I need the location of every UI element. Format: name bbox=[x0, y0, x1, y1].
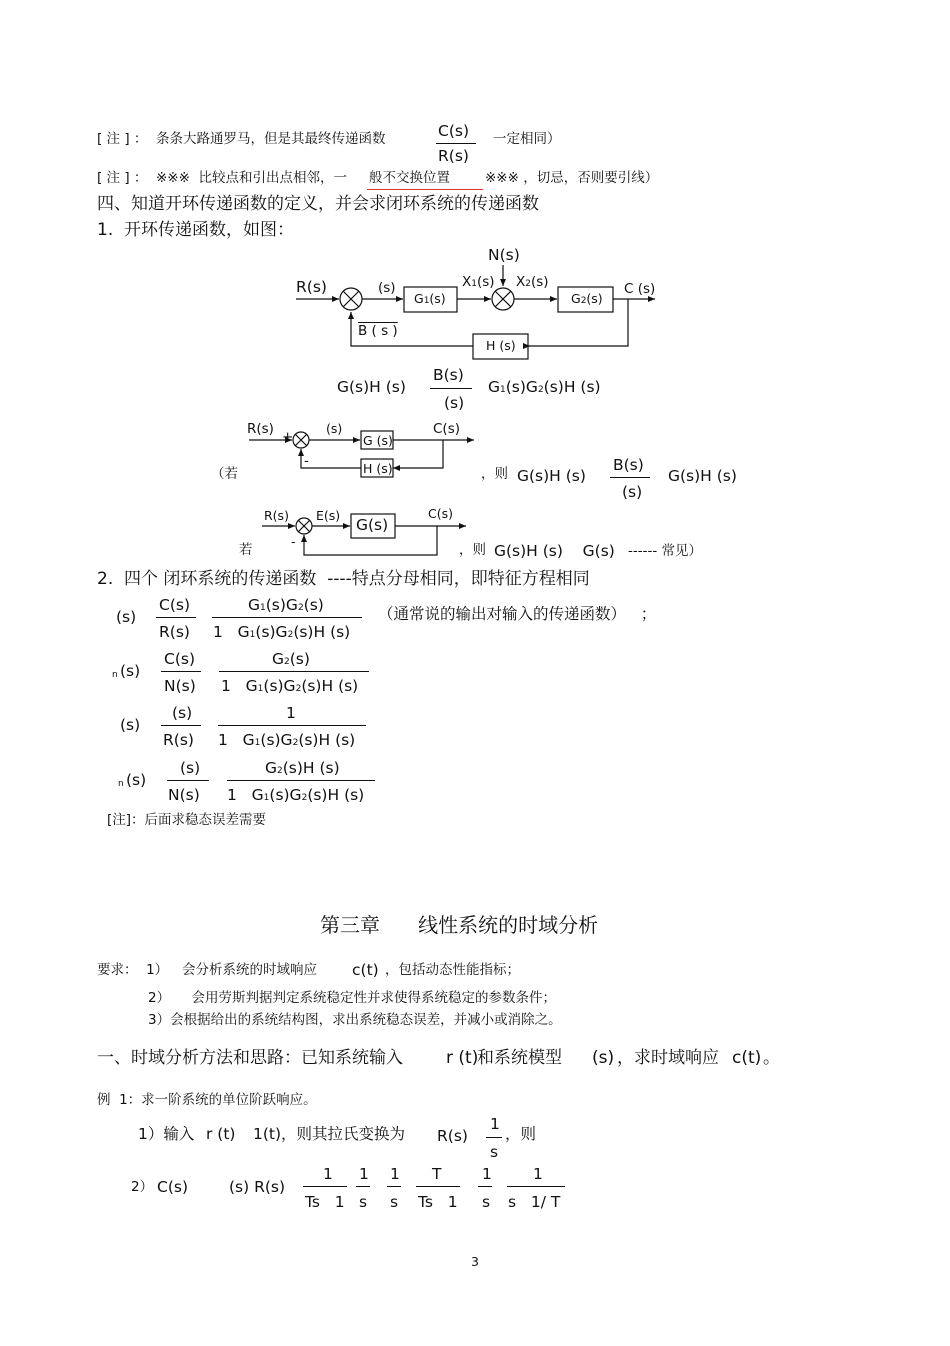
note2-emphasis: 般不交换位置 bbox=[369, 170, 450, 186]
d3-eq: G(s)H (s) G(s) bbox=[494, 542, 615, 560]
cl4-bar2 bbox=[227, 780, 375, 781]
cl2-lhs: (s) bbox=[120, 662, 141, 680]
d3-R-label: R(s) bbox=[264, 508, 289, 523]
d3-tail: ------ 常见） bbox=[628, 543, 703, 559]
section1-c: 和系统模型 bbox=[477, 1048, 562, 1068]
d1-err-label: (s) bbox=[378, 280, 396, 296]
req-r1a: 会分析系统的时域响应 bbox=[182, 962, 317, 978]
ex1-f2-bar bbox=[356, 1186, 370, 1187]
note3: [注]：后面求稳态误差需要 bbox=[107, 812, 267, 828]
d2-H-label: H (s) bbox=[363, 461, 393, 476]
d2-R-label: R(s) bbox=[247, 421, 274, 437]
req-r3: 3）会根据给出的系统结构图，求出系统稳态误差，并减小或消除之。 bbox=[148, 1012, 562, 1028]
d2-eq-den: (s) bbox=[622, 483, 643, 501]
req-r1b: c(t) bbox=[352, 961, 379, 979]
cl4-den1: N(s) bbox=[168, 786, 200, 804]
ex1-s1b: r (t) bbox=[206, 1125, 236, 1143]
section4-title: 四、知道开环传递函数的定义，并会求闭环系统的传递函数 bbox=[97, 194, 539, 214]
d1-G2-label: G2(s) bbox=[571, 291, 603, 306]
item1-title: 1. 开环传递函数，如图： bbox=[97, 220, 295, 240]
d3-minus: - bbox=[291, 534, 296, 549]
section1-f: c(t) bbox=[732, 1048, 762, 1068]
note1-suffix: 一定相同） bbox=[493, 131, 561, 147]
d2-plus: + bbox=[282, 429, 294, 445]
ex1-f4-bar bbox=[416, 1186, 460, 1187]
ex1-f3-den: s bbox=[390, 1193, 399, 1211]
ex1-s1num: 1 bbox=[490, 1115, 500, 1133]
ex1-f2-den: s bbox=[359, 1193, 368, 1211]
req-r1c: ，包括动态性能指标； bbox=[385, 962, 520, 978]
d1-H-label: H (s) bbox=[486, 338, 516, 353]
ex1-s1f: ，则 bbox=[505, 1125, 537, 1143]
ex1-f4-den: Ts 1 bbox=[418, 1193, 458, 1211]
note2-prefix: [ 注 ] ： ※※※ 比较点和引出点相邻，一 bbox=[97, 170, 348, 186]
ex1-f5-bar bbox=[478, 1186, 492, 1187]
cl2-num2: G2(s) bbox=[272, 650, 310, 668]
d3-E-label: E(s) bbox=[316, 508, 341, 523]
ex1-f2-num: 1 bbox=[359, 1165, 369, 1183]
section1-b: r (t) bbox=[446, 1048, 479, 1068]
d2-err-label: (s) bbox=[326, 421, 343, 436]
d2-G-label: G (s) bbox=[363, 433, 393, 448]
d1-B-label: B ( s ) bbox=[358, 323, 398, 339]
section1-e: ，求时域响应 bbox=[617, 1048, 719, 1068]
note2-suffix: ※※※ ，切忌，否则要引线） bbox=[485, 170, 659, 186]
cl4-num2: G2(s)H (s) bbox=[265, 759, 340, 777]
ex1-f6-bar bbox=[507, 1186, 565, 1187]
ex1-s2c: (s) R(s) bbox=[229, 1178, 286, 1196]
d2-eq-num: B(s) bbox=[613, 456, 644, 474]
d1-G1-label: G1(s) bbox=[414, 291, 446, 306]
eq-open-num: B(s) bbox=[433, 366, 464, 384]
d3-C-label: C(s) bbox=[428, 506, 453, 521]
cl3-bar1 bbox=[161, 725, 201, 726]
cl4-lhs-sub: n bbox=[118, 779, 124, 789]
d1-X1-label: X1(s) bbox=[462, 274, 495, 290]
eq-open-rhs: G1(s)G2(s)H (s) bbox=[488, 378, 601, 396]
ex1-f3-num: 1 bbox=[390, 1165, 400, 1183]
cl1-bar2 bbox=[212, 617, 362, 618]
ex1-s1e: R(s) bbox=[437, 1127, 468, 1145]
ex1-s1d: ，则其拉氏变换为 bbox=[281, 1125, 406, 1143]
cl3-den1: R(s) bbox=[163, 731, 194, 749]
ex1-f3-bar bbox=[387, 1186, 401, 1187]
cl1-den2: 1 G1(s)G2(s)H (s) bbox=[213, 623, 351, 641]
cl3-lhs: (s) bbox=[120, 716, 141, 734]
cl3-num1: (s) bbox=[172, 704, 193, 722]
d3-then: ，则 bbox=[459, 542, 486, 558]
d2-minus: - bbox=[304, 453, 309, 469]
ex1-s1bar bbox=[486, 1137, 502, 1138]
d1-N-label: N(s) bbox=[488, 246, 520, 264]
cl2-den2: 1 G1(s)G2(s)H (s) bbox=[221, 677, 359, 695]
d1-R-label: R(s) bbox=[296, 278, 327, 296]
item2-title: 2. 四个 闭环系统的传递函数 ----特点分母相同，即特征方程相同 bbox=[97, 569, 590, 589]
d2-prefix: （若 bbox=[211, 466, 238, 482]
ex1-s2a: 2） bbox=[131, 1179, 154, 1195]
cl1-num1: C(s) bbox=[159, 596, 190, 614]
d3-G-label: G(s) bbox=[356, 516, 389, 534]
section1-a: 一、时域分析方法和思路：已知系统输入 bbox=[97, 1048, 403, 1068]
cl1-den1: R(s) bbox=[159, 623, 190, 641]
ex1-f6-den: s 1/ T bbox=[508, 1193, 561, 1211]
d1-X2-label: X2(s) bbox=[516, 274, 549, 290]
cl2-den1: N(s) bbox=[164, 677, 196, 695]
cl3-bar2 bbox=[218, 725, 366, 726]
ex1-f6-num: 1 bbox=[533, 1165, 543, 1183]
page-number: 3 bbox=[471, 1254, 479, 1269]
d2-then: ，则 bbox=[481, 466, 508, 482]
d3-prefix: 若 bbox=[239, 542, 253, 558]
ex1-f5-num: 1 bbox=[482, 1165, 492, 1183]
ex1-f1-bar bbox=[303, 1186, 347, 1187]
cl3-den2: 1 G1(s)G2(s)H (s) bbox=[218, 731, 356, 749]
note1-frac-den: R(s) bbox=[438, 147, 469, 165]
cl1-lhs: (s) bbox=[116, 608, 137, 626]
section1-d: (s) bbox=[592, 1048, 615, 1068]
cl4-den2: 1 G1(s)G2(s)H (s) bbox=[227, 786, 365, 804]
chapter3-title: 第三章 线性系统的时域分析 bbox=[320, 913, 599, 937]
d2-C-label: C(s) bbox=[433, 421, 460, 437]
cl4-lhs: (s) bbox=[126, 771, 147, 789]
ex1-s1a: 1）输入 bbox=[138, 1125, 195, 1143]
ex1-f5-den: s bbox=[482, 1193, 491, 1211]
section1-g: 。 bbox=[763, 1048, 780, 1068]
cl2-num1: C(s) bbox=[164, 650, 195, 668]
cl4-num1: (s) bbox=[180, 759, 201, 777]
cl1-num2: G1(s)G2(s) bbox=[248, 596, 324, 614]
note1-frac-num: C(s) bbox=[438, 122, 469, 140]
cl3-num2: 1 bbox=[286, 704, 296, 722]
cl4-bar1 bbox=[167, 780, 209, 781]
d1-C-label: C (s) bbox=[624, 281, 656, 297]
req-r2: 2） 会用劳斯判据判定系统稳定性并求使得系统稳定的参数条件； bbox=[148, 990, 557, 1006]
cl1-comment: （通常说的输出对输入的传递函数） ； bbox=[378, 605, 657, 623]
ex1-f1-num: 1 bbox=[323, 1165, 333, 1183]
ex1-s1c: 1(t) bbox=[253, 1125, 282, 1143]
d2-eq-rhs: G(s)H (s) bbox=[668, 467, 737, 485]
d2-eq-lhs: G(s)H (s) bbox=[517, 467, 586, 485]
req-label: 要求： 1） bbox=[97, 962, 169, 978]
cl1-bar1 bbox=[156, 617, 196, 618]
eq-open-den: (s) bbox=[444, 394, 465, 412]
cl2-lhs-sub: n bbox=[112, 670, 118, 680]
cl2-bar1 bbox=[161, 671, 201, 672]
ex1-s1den: s bbox=[490, 1143, 499, 1161]
eq-open-lhs: G(s)H (s) bbox=[337, 378, 406, 396]
ex1-f1-den: Ts 1 bbox=[305, 1193, 345, 1211]
ex1-s2b: C(s) bbox=[157, 1178, 188, 1196]
cl2-bar2 bbox=[219, 671, 369, 672]
note1-prefix: [ 注 ] ： 条条大路通罗马，但是其最终传递函数 bbox=[97, 131, 386, 147]
example1-title: 例 1：求一阶系统的单位阶跃响应。 bbox=[97, 1092, 317, 1108]
ex1-f4-num: T bbox=[432, 1165, 442, 1183]
